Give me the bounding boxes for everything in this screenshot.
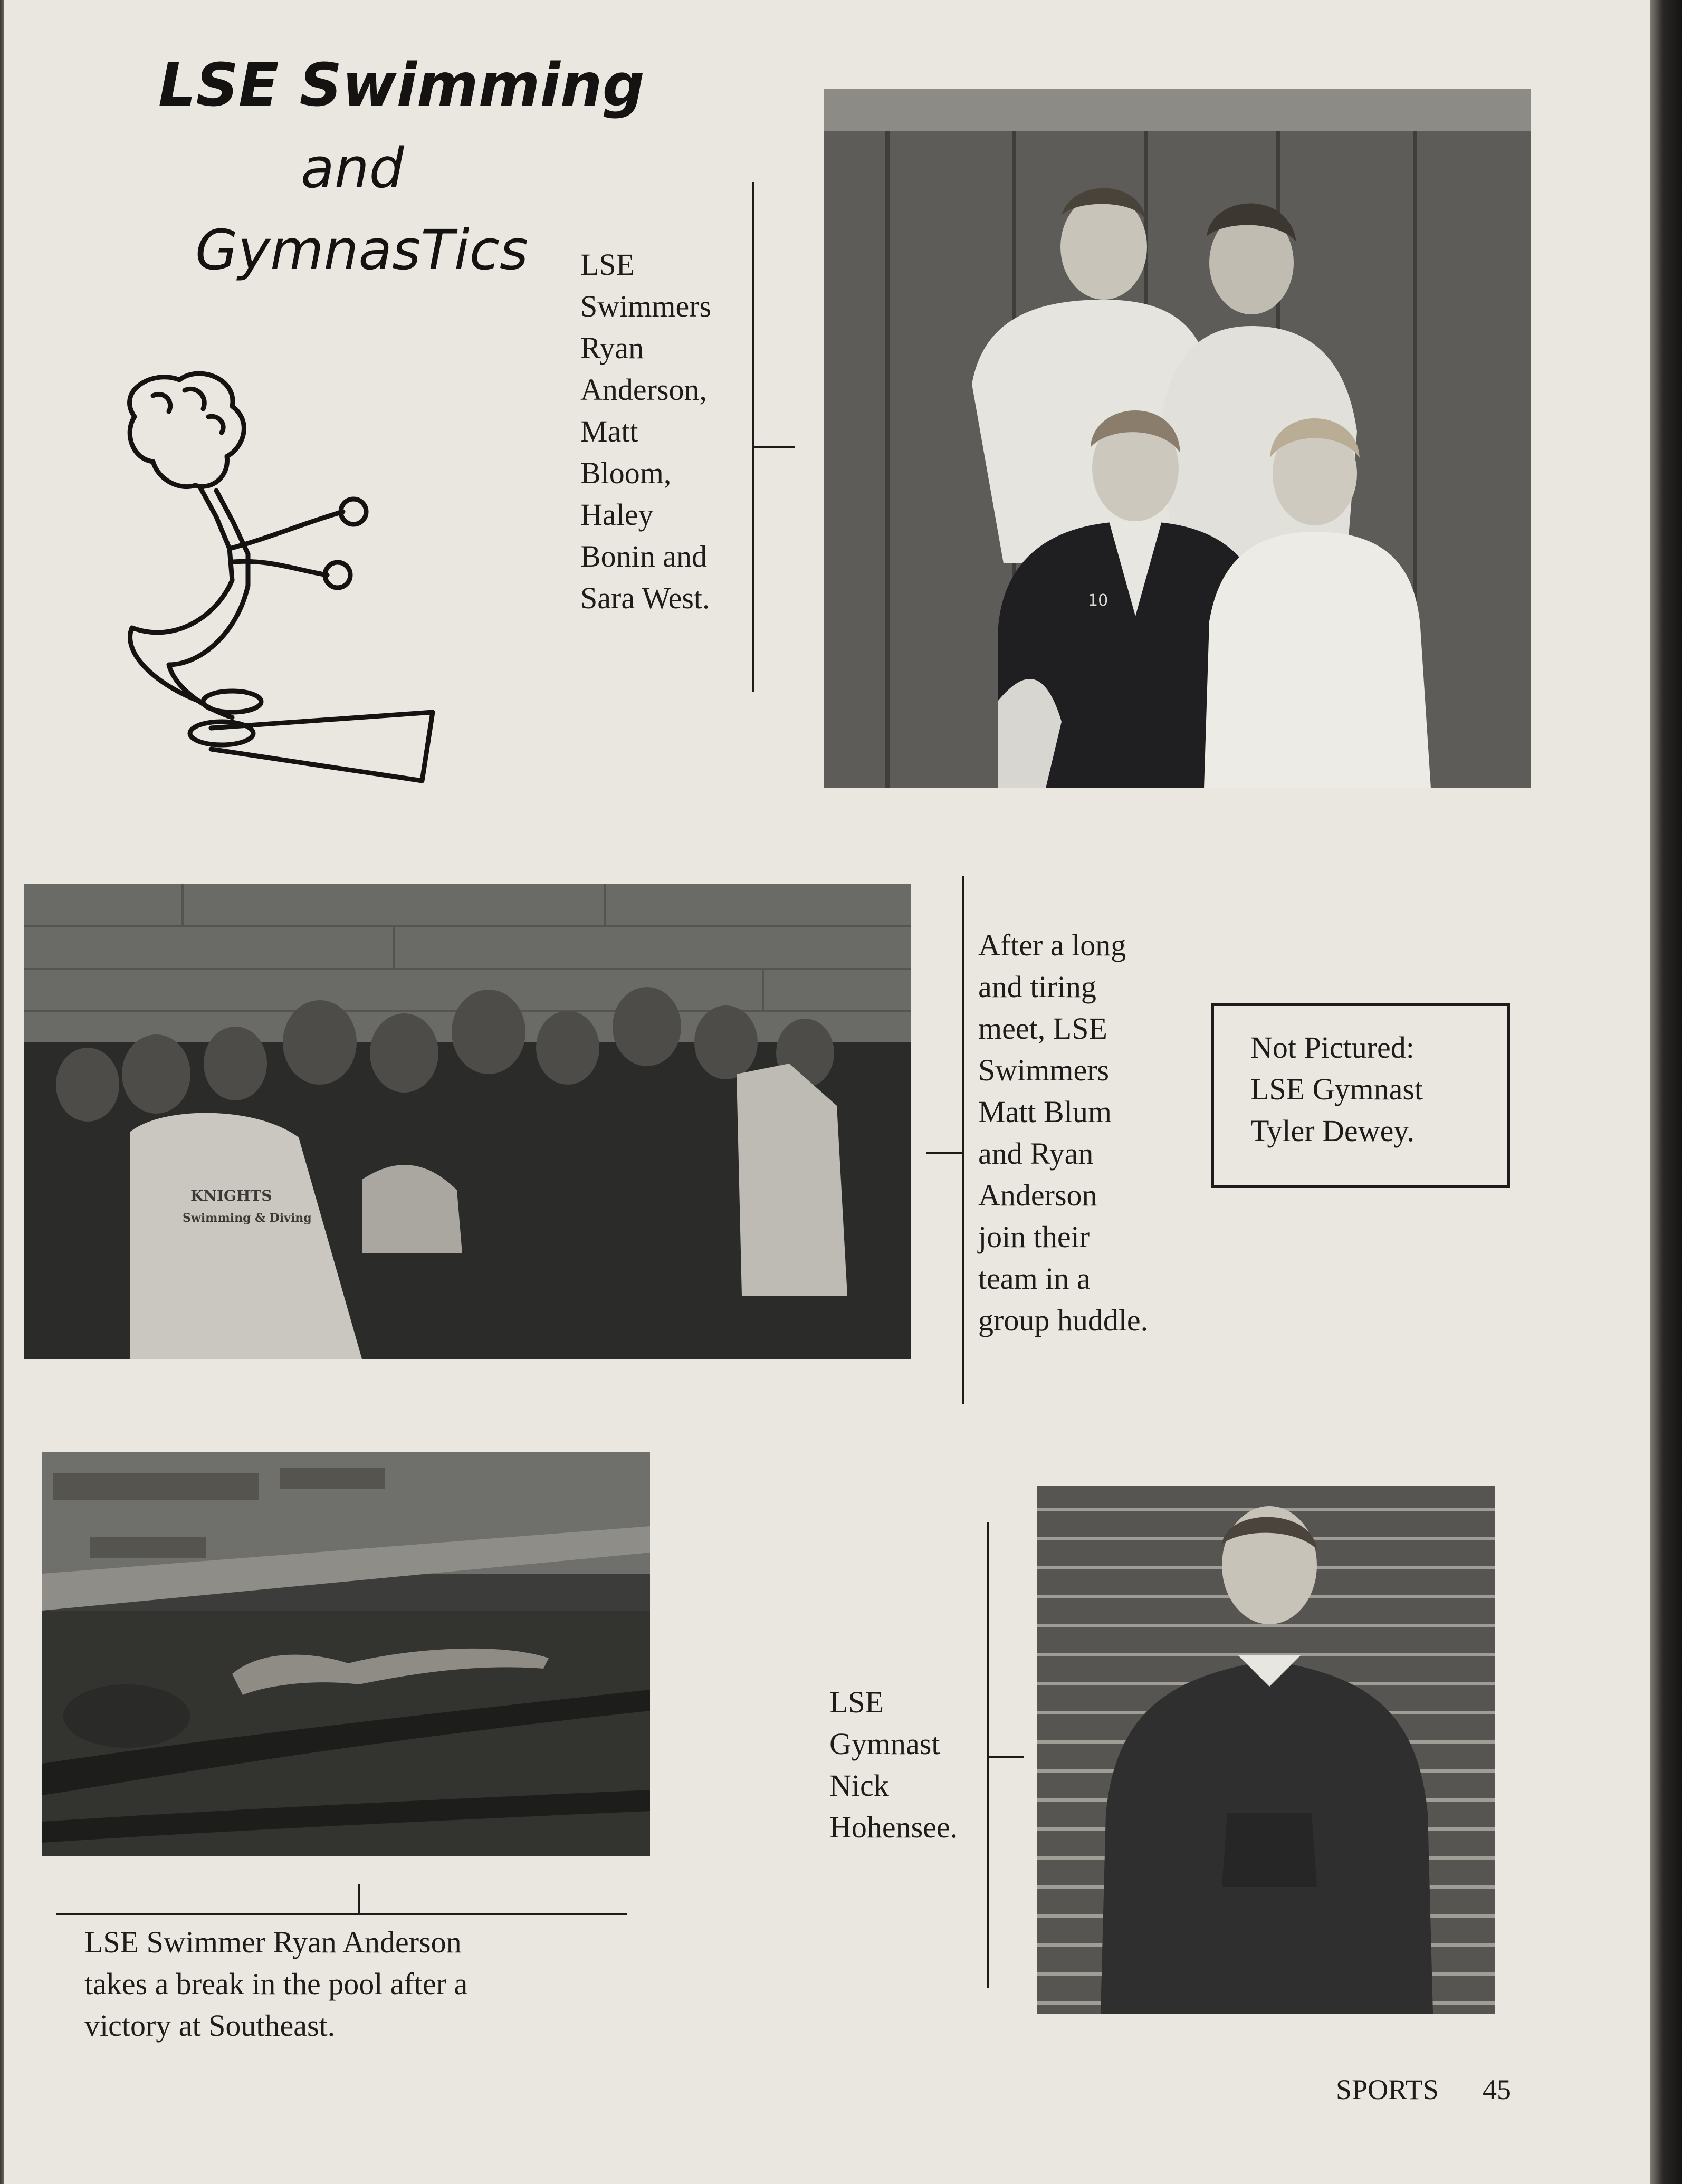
- caption-tick-pool: [358, 1884, 360, 1914]
- title-line-2: and: [301, 136, 404, 200]
- title-line-3: GymnasTics: [195, 218, 529, 282]
- photo-swimmer-in-pool: [42, 1452, 650, 1856]
- caption-tick-gymnast: [987, 1756, 1024, 1758]
- photo-team-huddle: [24, 884, 911, 1359]
- photo-swimmers-group: [824, 89, 1531, 788]
- caption-gymnast: LSE Gymnast Nick Hohensee.: [829, 1685, 958, 1844]
- caption-tick-huddle: [926, 1152, 963, 1154]
- jacket-number: 10: [1088, 591, 1108, 610]
- footer-page-number: 45: [1483, 2074, 1511, 2105]
- page-binding-right: [1650, 0, 1682, 2184]
- photo-gymnast-portrait: [1037, 1486, 1495, 2014]
- caption-rule-huddle: [962, 876, 964, 1404]
- caption-pool: LSE Swimmer Ryan Anderson takes a break in the pool after a victory at Southeast.: [84, 1925, 468, 2043]
- sweatshirt-text-1: KNIGHTS: [190, 1187, 272, 1204]
- caption-not-pictured: Not Pictured: LSE Gymnast Tyler Dewey.: [1250, 1030, 1423, 1148]
- sweatshirt-text-2: Swimming & Diving: [183, 1211, 312, 1225]
- caption-rule-group-photo: [752, 182, 754, 692]
- diver-stick-figure-drawing: [95, 359, 464, 791]
- footer-section-label: SPORTS: [1336, 2074, 1439, 2105]
- caption-huddle: After a long and tiring meet, LSE Swimmers Matt Blum and Ryan Anderson join their team in a group huddle.: [978, 928, 1149, 1337]
- handwritten-title: [148, 42, 645, 295]
- caption-swimmers-group: LSE Swimmers Ryan Anderson, Matt Bloom, Haley Bonin and Sara West.: [580, 247, 712, 615]
- caption-rule-pool: [56, 1913, 627, 1915]
- caption-rule-gymnast: [987, 1522, 989, 1988]
- title-line-1: LSE Swimming: [158, 51, 645, 120]
- caption-tick-group-photo: [752, 446, 795, 448]
